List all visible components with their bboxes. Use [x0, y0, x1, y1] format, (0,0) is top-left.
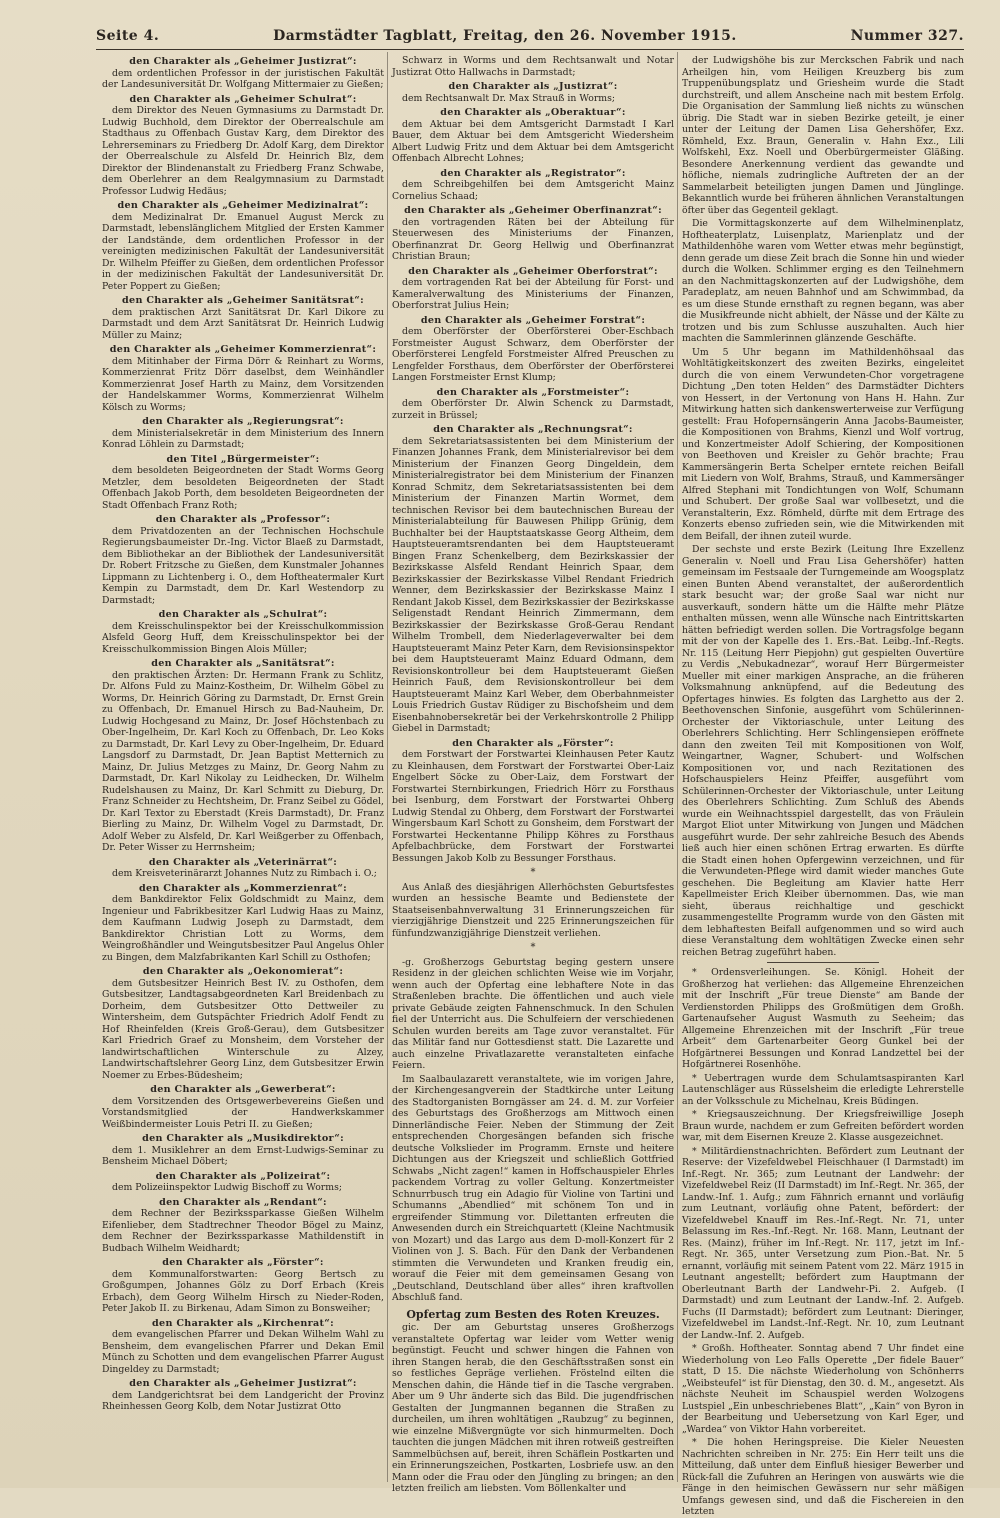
text-block [102, 1318, 384, 1376]
paragraph: dem ordentlichen Professor in der juristischen Fakultät der Landesuniversität Dr. Wolfgang Mittermaier zu Gießen; [102, 67, 384, 90]
text-block [102, 344, 384, 413]
column-2 [392, 53, 674, 1494]
paragraph: dem Forstwart der Forstwartei Kleinhausen Peter Kautz zu Kleinhausen, dem Forstwart der Forstwartei Ober-Laiz Engelbert Söcke zu Ober-Laiz, dem Forstwart der Forstwartei Sternbirkungen, Friedrich Hörr zu Forsthaus bei Isenburg, dem Forstwart der Forstwartei Ohberg Ludwig Stendal zu Ohberg, dem Forstwart der Forstwartei Wingersbaum Karl Schott zu Gonsheim, dem Forstwart der Forstwartei Heckentanne Philipp Köhres zu Forsthaus Apfelbachbrücke, dem Forstwart der Forstwartei Bessungen Jakob Kolb zu Bessunger Forsthaus. [392, 749, 674, 864]
text-block [682, 218, 964, 345]
paragraph: dem Vorsitzenden des Ortsgewerbevereins Gießen und Vorstandsmitglied der Handwerkskammer Weißbindermeister Louis Petri II. zu Gießen; [102, 1095, 384, 1130]
separator-asterisk: * [530, 867, 536, 878]
title-heading: den Charakter als „Geheimer Oberfinanzrat“: [404, 205, 662, 216]
paragraph: gic. Der am Geburtstag unseres Großherzogs veranstaltete Opfertag war leider vom Wetter wenig begünstigt. Feucht und schwer hingen die Fahnen von ihren Stangen herab, die den Geschäftsstraßen sonst ein so festliches Gepräge verliehen. Fröstelnd eilten die Menschen dahin, die Hände tief in die Tasche vergraben. Aber um 9 Uhr änderte sich das Bild. Die jugendfrischen Gestalten der Jungmannen begannen die Straßen zu durcheilen, um ihren wohltätigen „Raubzug“ zu beginnen, wie einzelne Mißvergnügte vor sich hinmurmelten. Doch tauchten die jungen Mädchen mit ihren rotweiß gestreiften Sammelbüchsen auf, bereit, ihren Schäflein Postkarten und ein Erinnerungszeichen, Postkarten, Losbriefe usw. an den Mann oder die Frau oder den Jüngling zu bringen; an den letzten freilich am liebsten. Vom Böllenkalter und [392, 1322, 674, 1494]
title-heading: den Charakter als „Sanitätsrat“: [151, 658, 335, 669]
paragraph: dem Bankdirektor Felix Goldschmidt zu Mainz, dem Ingenieur und Fabrikbesitzer Karl Ludwig Haas zu Mainz, dem Kaufmann Ludwig Joseph zu Darmstadt, dem Bankdirektor Christian Lott zu Worms, dem Weingroßhändler und Weingutsbesitzer Paul Angelus Ohler zu Bingen, dem Malzfabrikanten Karl Schill zu Osthofen; [102, 894, 384, 963]
paragraph: den vortragenden Räten bei der Abteilung für Steuerwesen des Ministeriums der Finanzen, Oberfinanzrat Dr. Georg Hellwig und Oberfinanzrat Christian Braun; [392, 216, 674, 262]
paragraph: dem Ministerialsekretär in dem Ministerium des Innern Konrad Löhlein zu Darmstadt; [102, 427, 384, 450]
column-3 [682, 53, 964, 1517]
text-block [102, 1171, 384, 1194]
title-heading: den Charakter als „Professor“: [155, 514, 331, 525]
paragraph: dem Schreibgehilfen bei dem Amtsgericht Mainz Cornelius Schaad; [392, 179, 674, 202]
paragraph: * Die hohen Heringspreise. Die Kieler Neuesten Nachrichten schreiben in Nr. 275: Ein Herr teilt uns die Mitteilung, daß unter dem Einfluß hiesiger Bewerber und Rück-fall die Zufuhren an Heringen von auswärts wie die Fänge in den heimischen Gewässern nur sehr mäßigen Umfangs gewesen sind, und daß die Fischereien in den letzten [682, 1437, 964, 1517]
paragraph: dem praktischen Arzt Sanitätsrat Dr. Karl Dikore zu Darmstadt und dem Arzt Sanitätsrat Dr. Heinrich Ludwig Müller zu Mainz; [102, 306, 384, 341]
text-block [392, 315, 674, 384]
title-heading: den Charakter als „Oekonomierat“: [142, 966, 344, 977]
text-block [392, 205, 674, 263]
text-block [392, 168, 674, 203]
paragraph: * Militärdienstnachrichten. Befördert zum Leutnant der Reserve: der Vizefeldwebel Fleischhauer (I Darmstadt) im Inf.-Regt. Nr. 365; zum Leutnant der Landwehr: der Vizefeldwebel Reiz (II Darmstadt) im Inf.-Regt. Nr. 365, der Landw.-Inf. 1. Aufg.; zum Fähnrich ernannt und vorläufig zum Leutnant, vorläufig ohne Patent, befördert: der Vizefeldwebel Knauff im Res.-Inf.-Regt. Nr. 71, unter Belassung im Res.-Inf.-Regt. Nr. 168. Mann, Leutnant der Res. (Mainz), früher im Inf.-Regt. Nr. 117, jetzt im Inf.-Regt. Nr. 365, unter Versetzung zum Pion.-Bat. Nr. 5 ernannt, vorläufig mit seinem Patent vom 22. März 1915 in Leutnant angestellt; befördert zum Hauptmann der Oberleutnant Barth der Landwehr-Pi. 2. Aufgeb. (I Darmstadt) und zum Leutnant der Landw.-Inf. 2. Aufgeb. Fuchs (II Darmstadt); befördert zum Leutnant: Dieringer, Vizefeldwebel im Landst.-Inf.-Regt. Nr. 10, zum Leutnant der Landw.-Inf. 2. Aufgeb. [682, 1145, 964, 1341]
paragraph: dem evangelischen Pfarrer und Dekan Wilhelm Wahl zu Bensheim, dem evangelischen Pfarrer und Dekan Emil Münch zu Schotten und dem evangelischen Pfarrer August Dingeldey zu Darmstadt; [102, 1329, 384, 1375]
text-block [102, 94, 384, 198]
paragraph: * Uebertragen wurde dem Schulamtsaspiranten Karl Lautenschläger aus Rüsselsheim die erledigte Lehrerstelle an der Volksschule zu Michelnau, Kreis Büdingen. [682, 1072, 964, 1107]
text-block [102, 1378, 384, 1413]
paragraph: den praktischen Ärzten: Dr. Hermann Frank zu Schlitz, Dr. Alfons Fuld zu Mainz-Kostheim, Dr. Wilhelm Göbel zu Worms, Dr. Heinrich Göring zu Darmstadt, Dr. Ernst Grein zu Offenbach, Dr. Emanuel Hirsch zu Bad-Nauheim, Dr. Ludwig Hochgesand zu Mainz, Dr. Josef Höchstenbach zu Ober-Ingelheim, Dr. Karl Koch zu Offenbach, Dr. Leo Koks zu Darmstadt, Dr. Karl Levy zu Ober-Ingelheim, Dr. Eduard Langsdorf zu Darmstadt, Dr. Jean Baptist Metternich zu Mainz, Dr. Julius Metzges zu Mainz, Dr. Georg Nahm zu Darmstadt, Dr. Karl Nikolay zu Leidhecken, Dr. Wilhelm Rudelshausen zu Mainz, Dr. Karl Schmitt zu Dieburg, Dr. Franz Schneider zu Hechtsheim, Dr. Franz Seibel zu Gödel, Dr. Karl Textor zu Eberstadt (Kreis Darmstadt), Dr. Franz Bierling zu Mainz, Dr. Wilhelm Vogel zu Darmstadt, Dr. Adolf Weber zu Alsfeld, Dr. Karl Weißgerber zu Offenbach, Dr. Peter Wisser zu Herrnsheim; [102, 669, 384, 853]
title-heading: den Charakter als „Geheimer Oberforstrat“: [408, 265, 658, 277]
text-block [102, 966, 384, 1081]
text-block [392, 81, 674, 104]
paragraph: dem Direktor des Neuen Gymnasiums zu Darmstadt Dr. Ludwig Buchhold, dem Direktor der Oberrealschule am Stadthaus zu Offenbach Gustav Karg, dem Direktor des Lehrerseminars zu Friedberg Dr. Adolf Karg, dem Direktor der Oberrealschule zu Alsfeld Dr. Heinrich Blz, dem Direktor der Blindenanstalt zu Friedberg Franz Schwabe, dem Oberlehrer an dem Realgymnasium zu Darmstadt Professor Ludwig Hedäus; [102, 105, 384, 197]
paragraph: dem 1. Musiklehrer an dem Ernst-Ludwigs-Seminar zu Bensheim Michael Döbert; [102, 1144, 384, 1167]
title-heading: den Charakter als „Kirchenrat“: [152, 1317, 334, 1329]
text-block [102, 514, 384, 606]
text-block [392, 738, 674, 865]
text-block [392, 424, 674, 735]
newspaper-title: Darmstädter Tagblatt, Freitag, den 26. November 1915. [273, 28, 737, 44]
paragraph: dem Aktuar bei dem Amtsgericht Darmstadt I Karl Bauer, dem Aktuar bei dem Amtsgericht Wiedersheim Albert Ludwig Fritz und dem Aktuar bei dem Amtsgericht Offenbach Albrecht Lohnes; [392, 118, 674, 164]
title-heading: den Charakter als „Polizeirat“: [155, 1170, 331, 1182]
text-block [392, 1074, 674, 1304]
title-heading: den Charakter als „Justizrat“: [448, 81, 618, 92]
column-separator [677, 52, 678, 1482]
text-block [102, 454, 384, 512]
paragraph: der Ludwigshöhe bis zur Merckschen Fabrik und nach Arheilgen hin, vom Heiligen Kreuzberg bis zum Truppenübungsplatz und Griesheim wurde die Stadt durchstreift, und allem Anscheine nach mit bestem Erfolg. Die Organisation der Sammlung ließ nichts zu wünschen übrig. Die Stadt war in sieben Bezirke geteilt, je einer unter der Leitung der Damen Lisa Gehershöfer, Exz. Römheld, Exz. Braun, Generalin v. Hahn Exz., Lili Wolfskehl, Exz. Noell und Oberbürgermeister Gläßing. Besondere Anerkennung verdient das gewandte und höfliche, niemals zudringliche Auftreten der an der Sammelarbeit beteiligten jungen Damen und Jünglinge. Bekanntlich wurde bei früheren ähnlichen Veranstaltungen öfter über das Gegenteil geklagt. [682, 55, 964, 216]
page-number: Seite 4. [96, 28, 160, 44]
text-block [102, 1257, 384, 1315]
paragraph: Um 5 Uhr begann im Mathildenhöhsaal das Wohltätigkeitskonzert des zweiten Bezirks, eingeleitet durch die von einem Verwundeten-Chor vorgetragene Dichtung „Den toten Helden“ des Darmstädter Dichters von Hessert, in der Vertonung von Hans H. Hahn. Zur Mitwirkung hatten sich dankenswerterweise zur Verfügung gestellt: Frau Hofopernsängerin Anna Jacobs-Baumeister, die Kompositionen von Brahms, Kienzl und Wolf vortrug, und Konzertmeister Adolf Schiering, der Kompositionen von Beethoven und Kreisler zu Gehör brachte; Frau Kammersängerin Berta Schelper erntete reichen Beifall mit Liedern von Wolf, Brahms, Strauß, und Kammersänger Alfred Stephani mit Tondichtungen von Wolf, Schumann und Schubert. Der große Saal war vollbesetzt, und die Veranstalterin, Exz. Römheld, dürfte mit dem Ertrage des Konzerts ebenso zufrieden sein, wie die Mitwirkenden mit dem Beifall, der ihnen zuteil wurde. [682, 346, 964, 542]
text-block [102, 857, 384, 880]
title-heading: den Charakter als „Geheimer Sanitätsrat“: [122, 295, 364, 306]
title-heading: den Charakter als „Förster“: [452, 737, 614, 749]
paragraph: dem vortragenden Rat bei der Abteilung für Forst- und Kameralverwaltung des Ministeriums der Finanzen, Oberforstrat Julius Hein; [392, 277, 674, 311]
paragraph: dem Kreisveterinärarzt Johannes Nutz zu Rimbach i. O.; [112, 868, 377, 879]
text-block [102, 56, 384, 91]
paragraph: dem Mitinhaber der Firma Dörr & Reinhart zu Worms, Kommerzienrat Fritz Dörr daselbst, dem Weinhändler Kommerzienrat Josef Harth zu Mainz, dem Vorsitzenden der Handelskammer Worms, Kommerzienrat Wilhelm Kölsch zu Worms; [102, 355, 384, 413]
paragraph: Schwarz in Worms und dem Rechtsanwalt und Notar Justizrat Otto Hallwachs in Darmstadt; [392, 55, 674, 78]
paragraph: dem Sekretariatsassistenten bei dem Ministerium der Finanzen Johannes Frank, dem Ministerialrevisor bei dem Ministerium der Finanzen Georg Dingeldein, dem Ministerialregistrator bei dem Ministerium der Finanzen Konrad Schmitz, dem Sekretariatsassistenten bei dem Ministerium der Finanzen Martin Wormet, dem technischen Revisor bei dem bautechnischen Bureau der Ministerialabteilung für Bauwesen Philipp Grünig, dem Buchhalter bei der Hauptstaatskasse Georg Altheim, dem Hauptsteueramtsrendanten bei dem Hauptsteueramt Bingen Franz Schenkelberg, dem Bezirkskassier der Bezirkskasse Alsfeld Rendant Heinrich Spaar, dem Bezirkskassier der Bezirkskasse Vilbel Rendant Friedrich Wenner, dem Bezirkskassier der Bezirkskasse Mainz I Rendant Jakob Kissel, dem Bezirkskassier der Bezirkskasse Seligenstadt Rendant Heinrich Zimmermann, dem Bezirkskassier der Bezirkskasse Groß-Gerau Rendant Wilhelm Trombell, dem Niederlageverwalter bei dem Hauptsteueramt Mainz Peter Karn, dem Revisionsinspektor bei dem Hauptsteueramt Mainz Eduard Odmann, dem Revisionskontrolleur bei dem Hauptsteueramt Gießen Heinrich Fauß, dem Revisionskontrolleur bei dem Hauptsteueramt Mainz Karl Weber, dem Oberbahnmeister Louis Friedrich Gustav Rüdiger zu Bischofsheim und dem Eisenbahnobersekretär bei der Verkehrskontrolle 2 Philipp Giebel in Darmstadt; [392, 435, 674, 734]
paragraph: dem Gutsbesitzer Heinrich Best IV. zu Osthofen, dem Gutsbesitzer, Landtagsabgeordneten Karl Breidenbach zu Dorheim, dem Gutsbesitzer Otto Dettweiler zu Wintersheim, dem Gutspächter Friedrich Adolf Fendt zu Hof Rheinfelden (Kreis Groß-Gerau), dem Gutsbesitzer Karl Friedrich Graef zu Monsheim, dem Vorsteher der landwirtschaftlichen Winterschule zu Alzey, Landwirtschaftslehrer Georg Linz, dem Gutsbesitzer Erwin Noemer zu Erbes-Büdesheim; [102, 977, 384, 1081]
title-heading: den Titel „Bürgermeister“: [166, 453, 320, 465]
paragraph: Der sechste und erste Bezirk (Leitung Ihre Exzellenz Generalin v. Noell und Frau Lisa Gehershöfer) hatten gemeinsam im Festsaale der Turngemeinde am Woogsplatz einen Bunten Abend veranstaltet, der außerordentlich stark besucht war; der große Saal war nicht nur ausverkauft, sondern hätte um die Hälfte mehr Plätze enthalten müssen, wenn alle Wünsche nach Eintrittskarten hätten befriedigt werden sollen. Die Vortragsfolge begann mit der von der Kapelle des 1. Ers.-Bat. Leibg.-Inf.-Regts. Nr. 115 (Leitung Herr Piepjohn) gut gespielten Ouvertüre zu Verdis „Nebukadnezar“, worauf Herr Bürgermeister Mueller mit einer markigen Ansprache, an die früheren Volksmahnung anknüpfend, auf die Bedeutung des Opfertages hinwies. Es folgten das Larghetto aus der 2. Beethovenschen Sinfonie, ausgeführt vom Schülerinnen-Orchester der Viktoriaschule, unter Leitung des Oberlehrers Schlichting. Herr Schlingensiepen eröffnete dann den zweiten Teil mit Kompositionen von Wolf, Weingartner, Wagner, Schubert- und Wolfschen Kompositionen vor, und nach Rezitationen des Hofschauspielers Heinz Pfeiffer, ausgeführt vom Schülerinnen-Orchester der Viktoriaschule, unter Leitung des Oberlehrers Schlichting. Zum Schluß des Abends wurde ein Weihnachtsspiel dargestellt, das von Fräulein Margot Eliot unter Mitwirkung von Jungen und Mädchen ausgeführt wurde. Der sehr zahlreiche Besuch des Abends ließ auch hier einen schönen Ertrag erwarten. Es dürfte die Stadt einen hohen Opfergewinn verzeichnen, und für die Verwundeten-Pflege wird damit wieder manches Gute geschehen. Die Begleitung am Klavier hatte Herr Kapellmeister Erich Kleiber übernommen. Das, wie man sieht, überaus reichhaltige und geschickt zusammengestellte Programm wurde von den Gästen mit dem lebhaftesten Beifall aufgenommen und so wird auch diese Veranstaltung dem wohltätigen Zwecke einen sehr reichen Betrag zugeführt haben. [682, 544, 964, 958]
text-block [682, 544, 964, 958]
text-block [392, 882, 674, 940]
title-heading: den Charakter als „Gewerberat“: [150, 1084, 336, 1095]
paragraph: * Kriegsauszeichnung. Der Kriegsfreiwillige Joseph Braun wurde, nachdem er zum Gefreiten befördert worden war, mit dem Eisernen Kreuze 2. Klasse ausgezeichnet. [682, 1109, 964, 1143]
title-heading: den Charakter als „Rechnungsrat“: [433, 424, 633, 435]
paragraph: dem Kommunalforstwarten: Georg Bertsch zu Großgumpen, Johannes Gölz zu Dorf Erbach (Kreis Erbach), dem Georg Wilhelm Hirsch zu Nieder-Roden, Peter Jakob II. zu Birkenau, Adam Simon zu Bonsweiher; [102, 1268, 384, 1314]
text-block [392, 55, 674, 78]
text-block [682, 967, 964, 1071]
title-heading: den Charakter als „Geheimer Schulrat“: [129, 93, 357, 105]
title-heading: den Charakter als „Geheimer Kommerzienrat“: [109, 344, 377, 355]
text-block [392, 387, 674, 422]
issue-number: Nummer 327. [850, 28, 964, 44]
paragraph: dem Landgerichtsrat bei dem Landgericht der Provinz Rheinhessen Georg Kolb, dem Notar Justizrat Otto [102, 1389, 384, 1412]
text-block [102, 416, 384, 451]
text-block [392, 266, 674, 312]
text-block [682, 1109, 964, 1144]
title-heading: den Charakter als „Geheimer Justizrat“: [129, 56, 357, 67]
text-block [102, 295, 384, 341]
text-block [102, 1133, 384, 1168]
paragraph: dem Oberförster der Oberförsterei Ober-Eschbach Forstmeister August Schwarz, dem Oberförster der Oberförsterei Lengfeld Forstmeister Alfred Preuschen zu Lengfelder Forsthaus, dem Oberförster der Oberförsterei Langen Forstmeister Ernst Klump; [392, 326, 674, 383]
text-block [102, 200, 384, 292]
text-block [102, 658, 384, 854]
title-heading: den Charakter als „Musikdirektor“: [142, 1133, 344, 1144]
text-block [392, 957, 674, 1072]
column-separator [387, 52, 388, 1482]
paragraph: * Ordensverleihungen. Se. Königl. Hoheit der Großherzog hat verliehen: das Allgemeine Ehrenzeichen mit der Inschrift „Für treue Dienste“ am Bande der Verdienstorden Philipps des Großmütigen dem Großh. Gartenaufseher August Wasmuth zu Seeheim; das Allgemeine Ehrenzeichen mit der Inschrift „Für treue Arbeit“ dem Gartenarbeiter Georg Gunkel bei der Hofgärtnerei Bessungen und Konrad Landzettel bei der Hofgärtnerei Rosenhöhe. [682, 967, 964, 1070]
paragraph: dem Privatdozenten an der Technischen Hochschule Regierungsbaumeister Dr.-Ing. Victor Blaeß zu Darmstadt, dem Bibliothekar an der Bibliothek der Landesuniversität Dr. Robert Fritzsche zu Gießen, dem Kunstmaler Johannes Lippmann zu Lichtenberg i. O., dem Hoftheatermaler Kurt Kempin zu Darmstadt, dem Dr. Karl Westendorp zu Darmstadt; [102, 525, 384, 606]
text-block [102, 609, 384, 655]
paragraph: dem Medizinalrat Dr. Emanuel August Merck zu Darmstadt, lebenslänglichem Mitglied der Ersten Kammer der Landstände, dem ordentlichen Professor in der vereinigten medizinischen Fakultät der Landesuniversität Dr. Wilhelm Pfeiffer zu Gießen, dem ordentlichen Professor in der medizinischen Fakultät der Landesuniversität Dr. Peter Poppert zu Gießen; [102, 211, 384, 292]
title-heading: den Charakter als „Förster“: [162, 1257, 324, 1268]
paragraph: -g. Großherzogs Geburtstag beging gestern unsere Residenz in der gleichen schlichten Weise wie im Vorjahr, wenn auch der Opfertag eine lebhaftere Note in das Straßenleben brachte. Die öffentlichen und auch viele private Gebäude zeigten Fahnenschmuck. In den Schulen fiel der Unterricht aus. Die Schulfeiern der verschiedenen Schulen wurden bereits am Tage zuvor veranstaltet. Für das Militär fand nur Gottesdienst statt. Die Lazarette und auch einzelne Privatlazarette veranstalteten einfache Feiern. [392, 956, 674, 1071]
title-heading: den Charakter als „Regierungsrat“: [142, 416, 344, 427]
text-block [682, 1146, 964, 1342]
paragraph: dem besoldeten Beigeordneten der Stadt Worms Georg Metzler, dem besoldeten Beigeordneten der Stadt Offenbach Jakob Porth, dem besoldeten Beigeordneten der Stadt Offenbach Franz Roth; [102, 465, 384, 511]
title-heading: den Charakter als „Forstmeister“: [436, 386, 630, 398]
title-heading: den Charakter als „Geheimer Forstrat“: [420, 314, 646, 326]
paragraph: dem Oberförster Dr. Alwin Schenck zu Darmstadt, zurzeit in Brüssel; [392, 398, 674, 421]
column-1 [102, 53, 384, 1483]
paragraph: Aus Anlaß des diesjährigen Allerhöchsten Geburtsfestes wurden an hessische Beamte und Bedienstete der Staatseisenbahnverwaltung 31 Erinnerungszeichen für vierzigjährige Dienstzeit und 225 Erinnerungszeichen für fünfundzwanzigjährige Dienstzeit verliehen. [392, 881, 674, 939]
paragraph: dem Rechner der Bezirkssparkasse Gießen Wilhelm Eifenlieber, dem Stadtrechner Theodor Bögel zu Mainz, dem Rechner der Bezirkssparkasse Mathildenstift in Budbach Wilhelm Weidhardt; [102, 1208, 384, 1254]
paragraph: dem Kreisschulinspektor bei der Kreisschulkommission Alsfeld Georg Huff, dem Kreisschulinspektor bei der Kreisschulkommission Bingen Alois Müller; [102, 620, 384, 655]
title-heading: den Charakter als „Schulrat“: [158, 609, 328, 620]
paragraph: Im Saalbaulazarett veranstaltete, wie im vorigen Jahre, der Kirchengesangverein der Stadtkirche unter Leitung des Stadtorganisten Borngässer am 24. d. M. zur Vorfeier des Geburtstags des Großherzogs am Mittwoch einen Dinnerländische Feier. Neben der Stimmung der Zeit entsprechenden Chorgesängen befanden sich frische deutsche Volkslieder im Programm. Ernste und heitere Dichtungen aus der Kriegszeit und schließlich Gottfried Schwabs „Nicht zagen!“ kamen in Hoffschauspieler Ehrles packendem Vortrag zu voller Geltung. Konzertmeister Schnurrbusch trug ein Adagio für Violine von Tartini und Schumanns „Abendlied“ mit schönem Ton und in ergreifender Stimmung vor. Dilettanten erfreuten die Anwesenden durch ein Streichquartett (Kleine Nachtmusik von Mozart) und das Largo aus dem D-moll-Konzert für 2 Violinen von J. S. Bach. Für den Dank der Verbandenen stimmten die Verwundeten und Kranken freudig ein, worauf die Feier mit dem gemeinsamen Gesang von „Deutschland, Deutschland über alles“ ihren kraftvollen Abschluß fand. [392, 1073, 674, 1303]
title-heading: den Charakter als „Registrator“: [440, 167, 626, 179]
title-heading: den Charakter als „Veterinärrat“: [148, 856, 338, 868]
text-block [102, 1084, 384, 1130]
title-heading: den Charakter als „Kommerzienrat“: [138, 882, 348, 894]
text-block [682, 55, 964, 216]
title-heading: den Charakter als „Oberaktuar“: [440, 107, 626, 118]
paragraph: Die Vormittagskonzerte auf dem Wilhelminenplatz, Hoftheaterplatz, Luisenplatz, Marienplatz und der Mathildenhöhe waren vom Wetter etwas mehr begünstigt, denn gerade um diese Zeit brach die Sonne hin und wieder durch die Wolken. Schlimmer erging es den Teilnehmern an den Nachmittagskonzerten auf der Ludwigshöhe, dem Paradeplatz, am neuen Bahnhof und am Schwimmbad, da es um diese Stunde ernsthaft zu regnen begann, was aber die Musikfreunde nicht abhielt, der Nässe und der Kälte zu trotzen und bis zum Schlusse auszuhalten. Auch hier machten die Sammlerinnen glänzende Geschäfte. [682, 218, 964, 344]
text-block [392, 107, 674, 165]
text-block [102, 883, 384, 964]
text-block [682, 347, 964, 543]
text-block [682, 1073, 964, 1108]
masthead-rule [96, 49, 964, 50]
paragraph: dem Rechtsanwalt Dr. Max Strauß in Worms; [402, 92, 616, 104]
title-heading: den Charakter als „Geheimer Medizinalrat“: [117, 200, 369, 211]
masthead [96, 28, 964, 48]
title-heading: den Charakter als „Rendant“: [159, 1196, 327, 1208]
article-headline: Opfertag zum Besten des Roten Kreuzes. [406, 1307, 660, 1321]
text-block [682, 1343, 964, 1435]
title-heading: den Charakter als „Geheimer Justizrat“: [129, 1378, 357, 1389]
paragraph: dem Polizeiinspektor Ludwig Bischoff zu Worms; [112, 1182, 342, 1193]
paragraph: * Großh. Hoftheater. Sonntag abend 7 Uhr findet eine Wiederholung von Leo Falls Operette „Der fidele Bauer“ statt, D 15. Die nächste Wiederholung von Schönherrs „Weibsteufel“ ist für Dienstag, den 30. d. M., angesetzt. Als nächste Neuheit im Schauspiel werden Wolzogens Lustspiel „Ein unbeschriebenes Blatt“, „Kain“ von Byron in der Bearbeitung und Uebersetzung von Karl Eger, und „Wardea“ von Viktor Hahn vorbereitet. [682, 1343, 964, 1435]
text-block [102, 1197, 384, 1255]
text-block [392, 1322, 674, 1495]
text-block [682, 1437, 964, 1518]
separator-asterisk: * [530, 942, 536, 953]
section-divider [767, 962, 880, 963]
